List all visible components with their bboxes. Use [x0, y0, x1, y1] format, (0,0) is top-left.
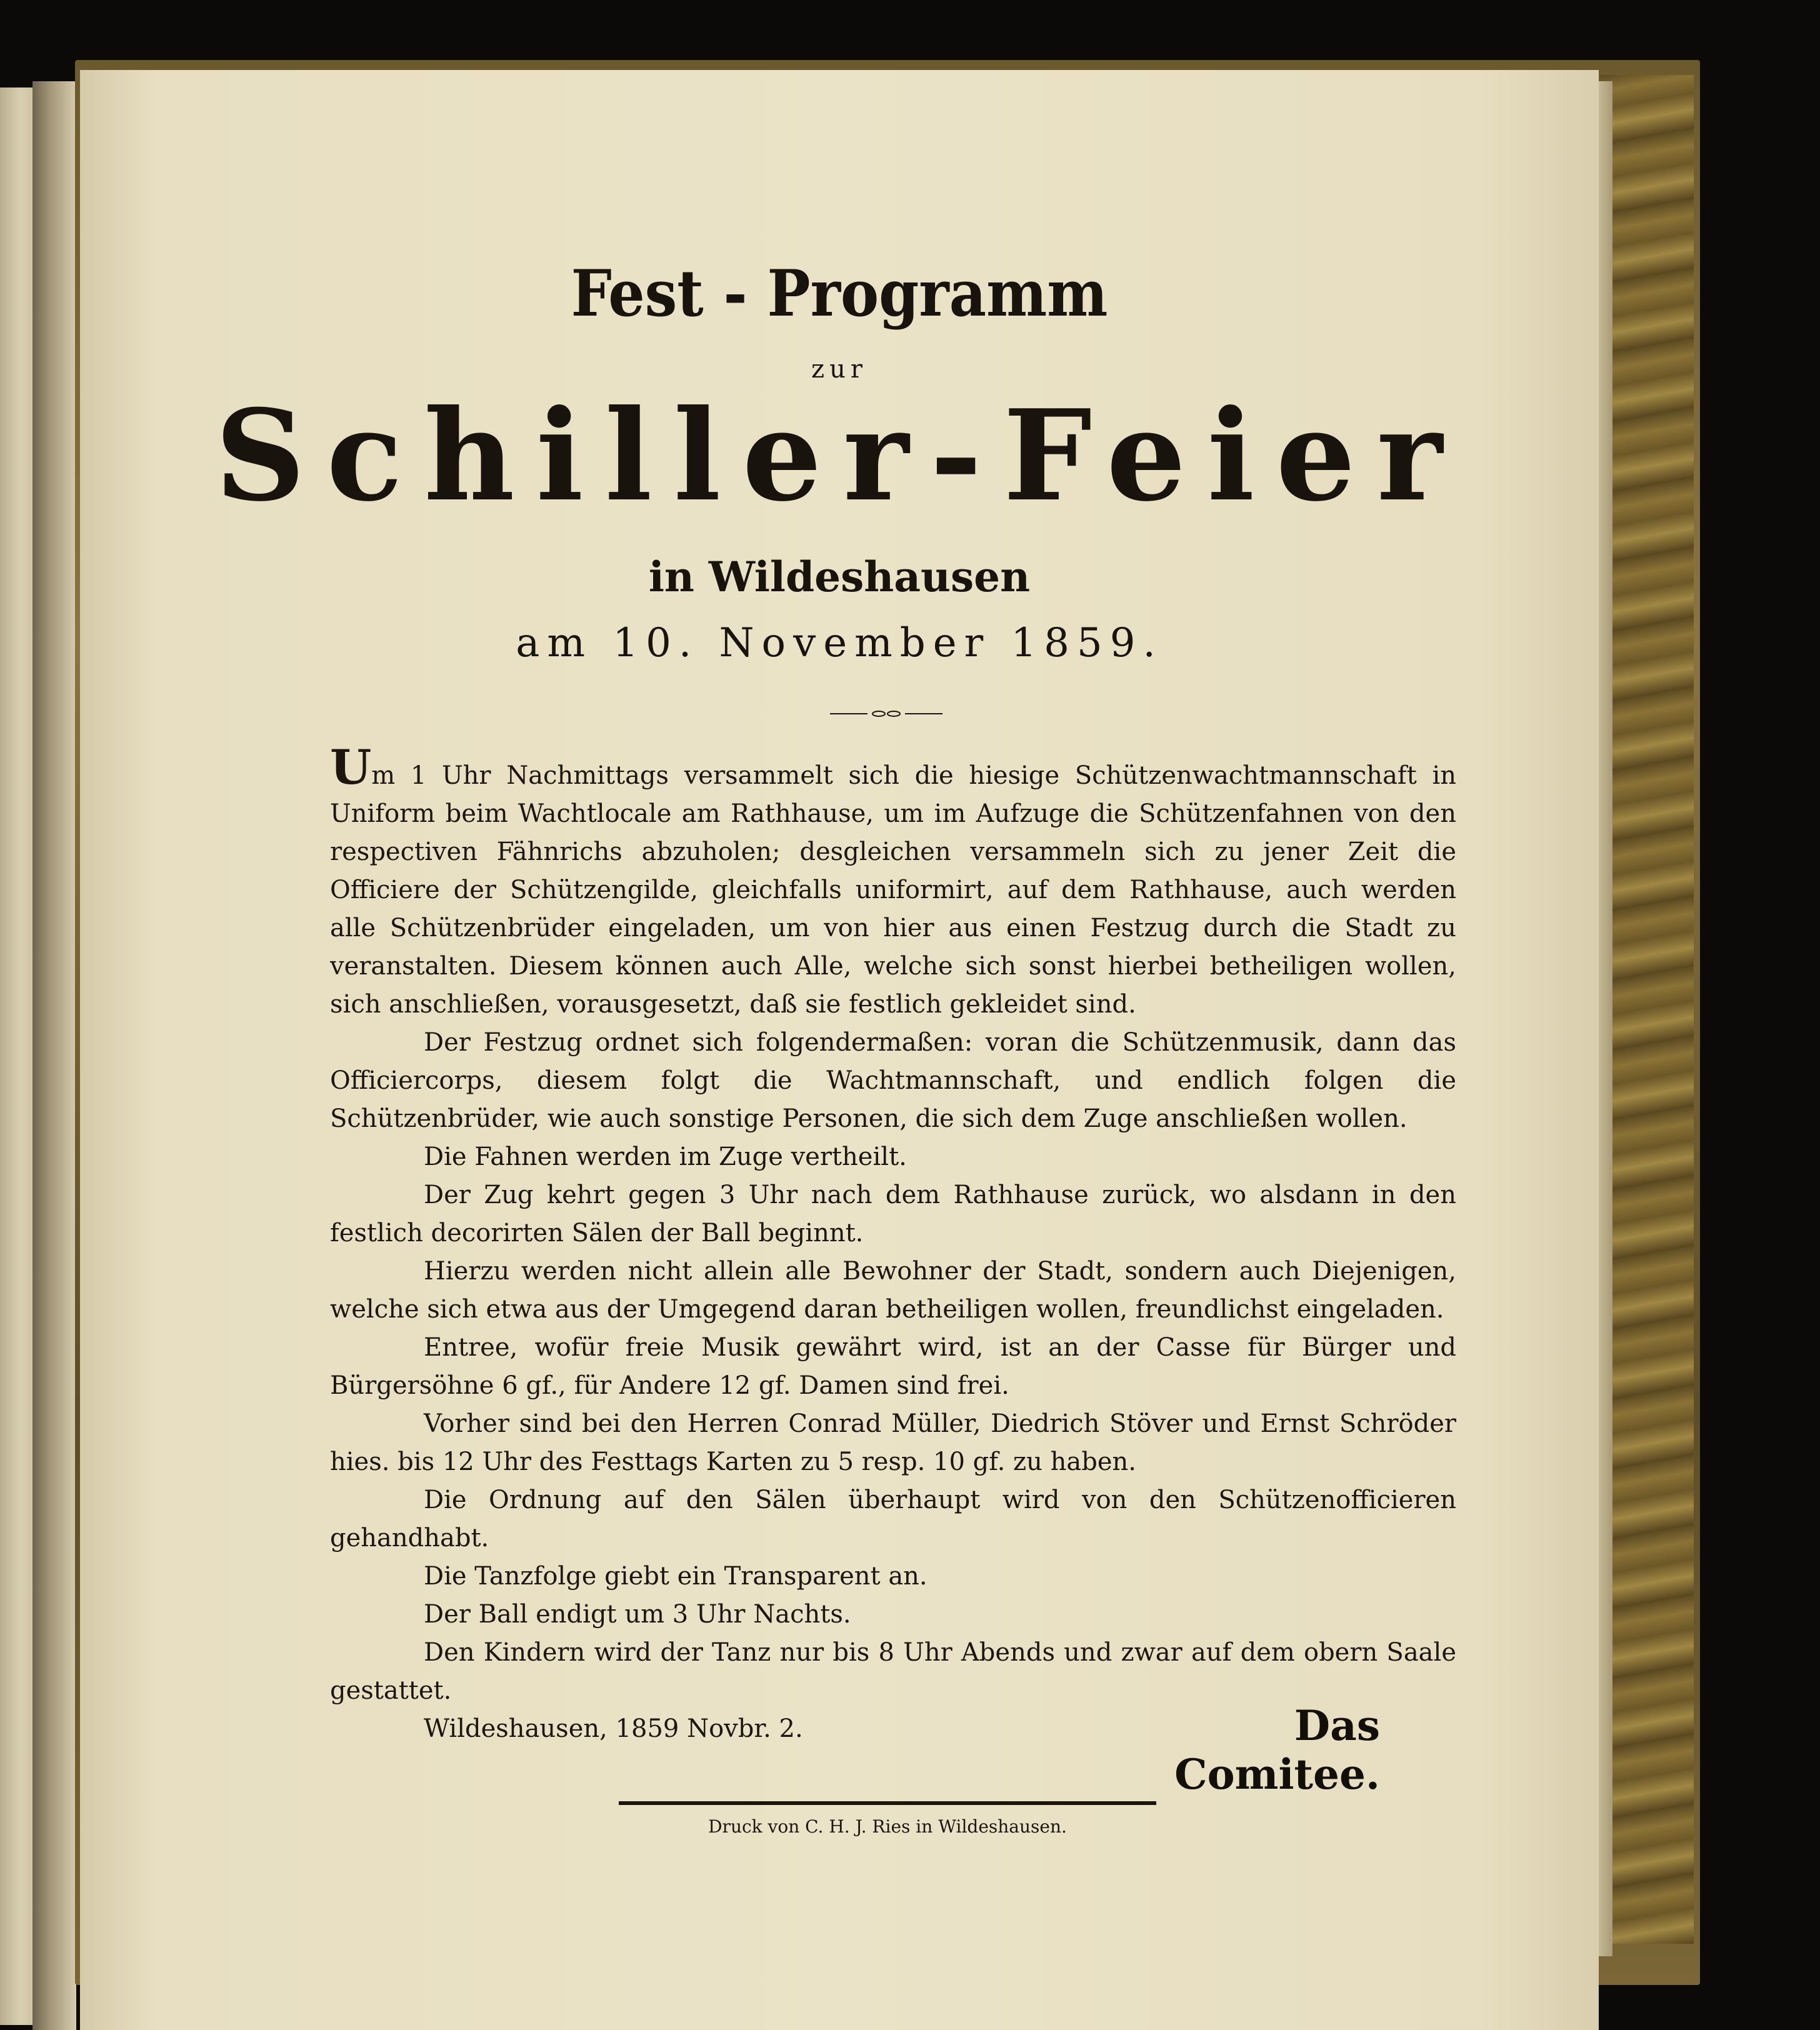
event-place: in Wildeshausen — [648, 552, 1031, 601]
event-title: Schiller-Feier — [214, 382, 1464, 529]
paragraph-assembly-text: m 1 Uhr Nachmittags versammelt sich die hiesige Schützenwachtmannschaft in Uniform beim Wachtlocale am Rathhause, um im Aufzuge die Schützenfahnen von den respectiven Fähnrichs abzuholen; desgleichen versammeln sich zu jener Zeit die Officiere der Schützengilde, gleichfalls uniformirt, auf dem Rathhause, auch werden alle Schützenbrüder eingeladen, um von hier aus einen Festzug durch die Stadt zu veranstalten. Diesem können auch Alle, welche sich sonst hierbei betheiligen wollen, sich anschließen, vorausgesetzt, daß sie festlich gekleidet sind. — [330, 761, 1456, 1019]
ornament-divider — [830, 710, 942, 718]
title-connector: zur — [811, 355, 868, 384]
program-body — [330, 739, 1456, 1748]
paragraph-assembly — [330, 739, 1456, 1024]
paragraph-ball-end: Der Ball endigt um 3 Uhr Nachts. — [424, 1600, 851, 1629]
footer-rule — [619, 1801, 1156, 1805]
drop-cap: U — [330, 739, 372, 795]
paragraph-children: Den Kindern wird der Tanz nur bis 8 Uhr Abends und zwar auf dem obern Saale gestattet. — [330, 1638, 1456, 1705]
paragraph-flags: Die Fahnen werden im Zuge vertheilt. — [424, 1142, 907, 1171]
event-date: am 10. November 1859. — [516, 620, 1163, 666]
signature-committee: Das Comitee. — [1174, 1701, 1380, 1799]
paragraph-entrance-fee: Entree, wofür freie Musik gewährt wird, ist an der Casse für Bürger und Bürgersöhne 6 gf., für Andere 12 gf. Damen sind frei. — [330, 1333, 1456, 1400]
paragraph-tickets: Vorher sind bei den Herren Conrad Müller, Diedrich Stöver und Ernst Schröder hies. bis 12 Uhr des Festtags Karten zu 5 resp. 10 gf. zu haben. — [330, 1409, 1456, 1476]
paragraph-ball-start: Der Zug kehrt gegen 3 Uhr nach dem Rathhause zurück, wo alsdann in den festlich decorirten Sälen der Ball beginnt. — [330, 1181, 1456, 1248]
printer-imprint: Druck von C. H. J. Ries in Wildeshausen. — [708, 1816, 1067, 1837]
place-date-line: Wildeshausen, 1859 Novbr. 2. — [424, 1714, 803, 1743]
document-page — [80, 70, 1599, 2030]
paragraph-order: Die Ordnung auf den Sälen überhaupt wird von den Schützenofficieren gehandhabt. — [330, 1486, 1456, 1552]
book-gutter — [32, 81, 76, 2030]
left-page-edge — [0, 88, 32, 2025]
program-title: Fest - Programm — [571, 256, 1108, 331]
marbled-cover-edge — [1600, 75, 1694, 1944]
paragraph-procession-order: Der Festzug ordnet sich folgendermaßen: voran die Schützenmusik, dann das Officiercorps, diesem folgt die Wachtmannschaft, und endlich folgen die Schützenbrüder, wie auch sonstige Personen, die sich dem Zuge anschließen wollen. — [330, 1028, 1456, 1133]
paragraph-invitation: Hierzu werden nicht allein alle Bewohner der Stadt, sondern auch Diejenigen, welche sich etwa aus der Umgegend daran betheiligen wollen, freundlichst eingeladen. — [330, 1257, 1456, 1324]
paragraph-dance-sequence: Die Tanzfolge giebt ein Transparent an. — [424, 1562, 928, 1591]
